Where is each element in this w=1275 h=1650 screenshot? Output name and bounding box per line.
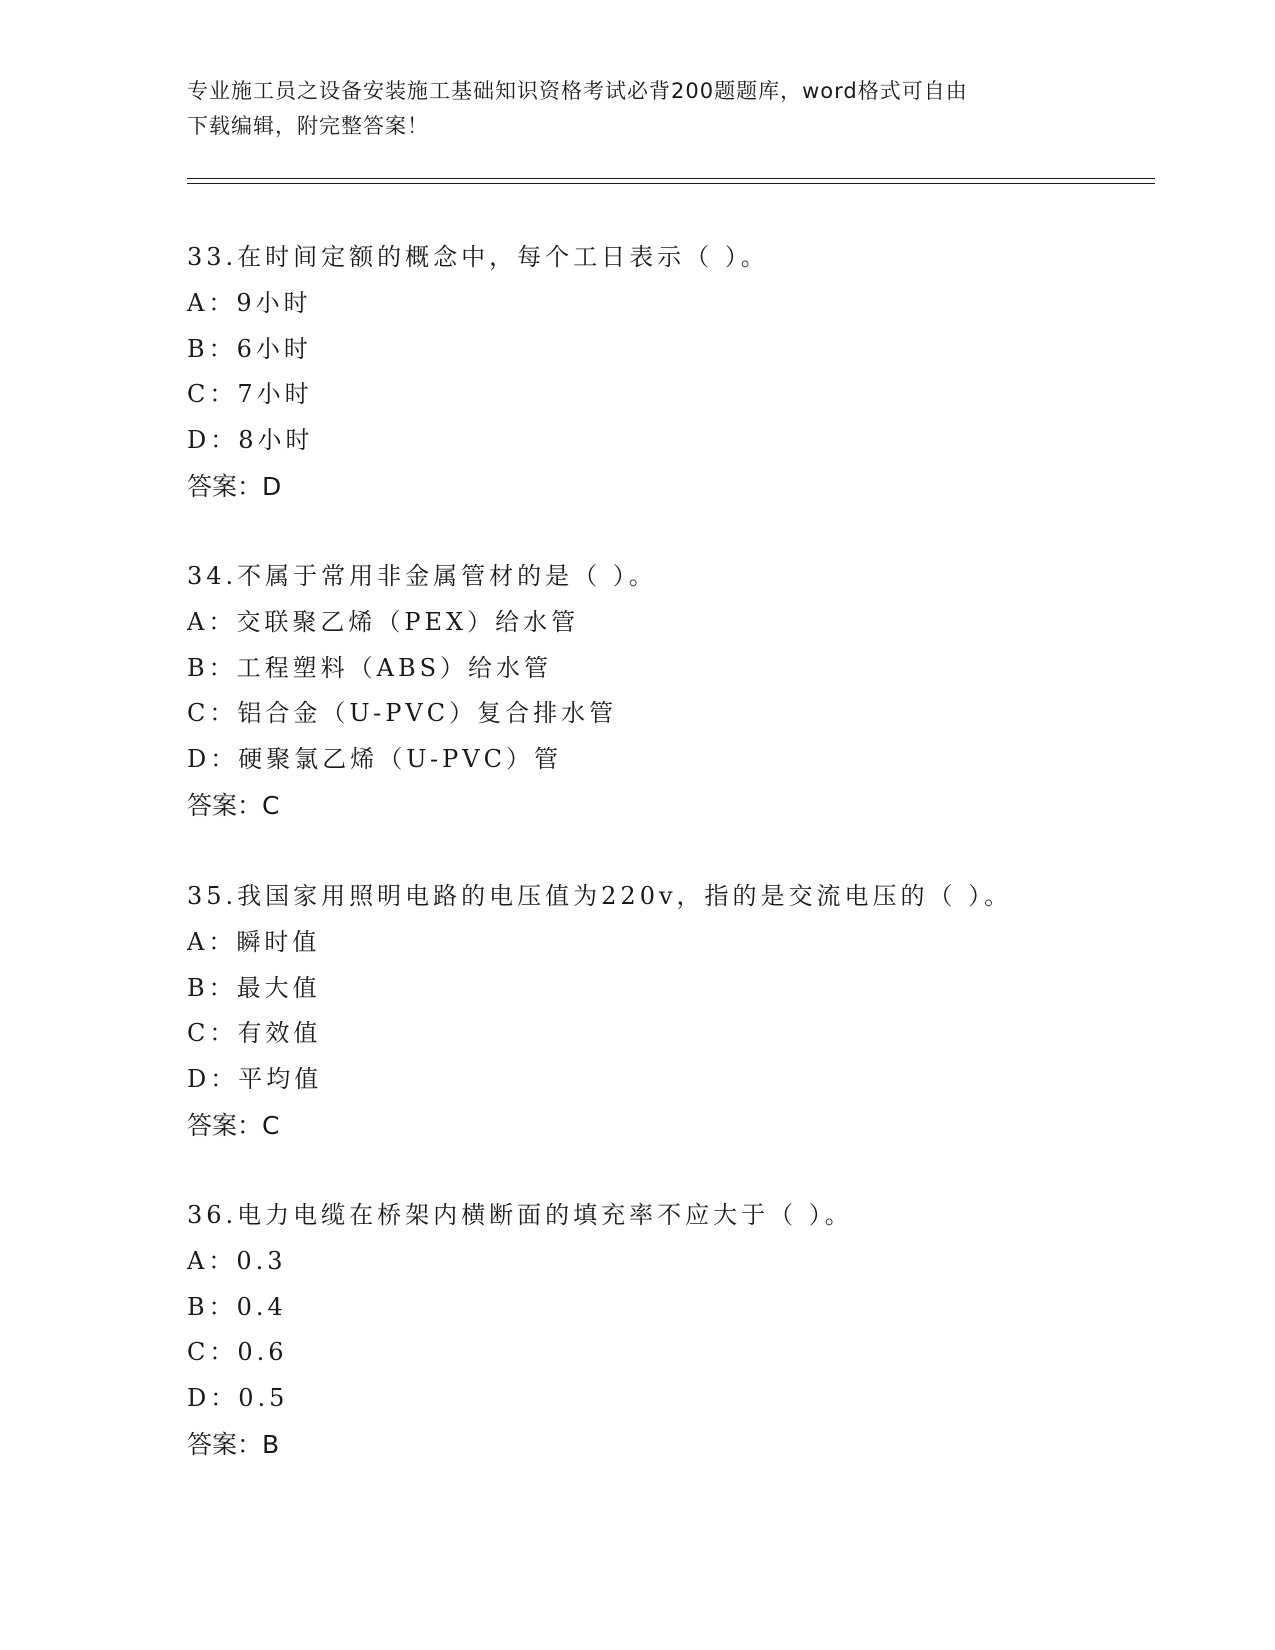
answer-line: 答案：C	[187, 1110, 280, 1140]
option-c: C：铝合金（U-PVC）复合排水管	[187, 699, 618, 728]
question-33	[187, 235, 1187, 510]
option-b: B：0.4	[187, 1292, 287, 1321]
question-35	[187, 874, 1187, 1149]
answer-line: 答案：B	[187, 1429, 280, 1459]
option-c: C：0.6	[187, 1338, 288, 1367]
question-36	[187, 1193, 1187, 1468]
question-stem: 33.在时间定额的概念中，每个工日表示（ ）。	[187, 243, 769, 271]
document-header	[187, 74, 1087, 144]
header-divider-top	[187, 178, 1155, 179]
option-b: B：6小时	[187, 334, 312, 363]
option-a: A：交联聚乙烯（PEX）给水管	[187, 607, 580, 636]
option-a: A：瞬时值	[187, 927, 321, 956]
option-d: D：平均值	[187, 1065, 323, 1094]
option-c: C：有效值	[187, 1019, 322, 1048]
question-stem: 35.我国家用照明电路的电压值为220v，指的是交流电压的（ ）。	[187, 882, 1013, 910]
option-b: B：工程塑料（ABS）给水管	[187, 653, 553, 682]
option-b: B：最大值	[187, 973, 321, 1002]
option-a: A：0.3	[187, 1246, 287, 1275]
option-d: D：硬聚氯乙烯（U-PVC）管	[187, 745, 562, 774]
header-line-1: 专业施工员之设备安装施工基础知识资格考试必背200题题库，word格式可自由	[187, 79, 968, 103]
header-divider-bottom	[187, 183, 1155, 184]
answer-line: 答案：C	[187, 790, 280, 820]
option-d: D：0.5	[187, 1384, 289, 1413]
question-34	[187, 554, 1187, 829]
option-d: D：8小时	[187, 426, 314, 455]
question-stem: 36.电力电缆在桥架内横断面的填充率不应大于（ ）。	[187, 1201, 853, 1229]
header-line-2: 下载编辑，附完整答案！	[187, 114, 429, 138]
question-stem: 34.不属于常用非金属管材的是（ ）。	[187, 562, 657, 590]
option-c: C：7小时	[187, 380, 313, 409]
option-a: A：9小时	[187, 288, 312, 317]
answer-line: 答案：D	[187, 471, 282, 501]
